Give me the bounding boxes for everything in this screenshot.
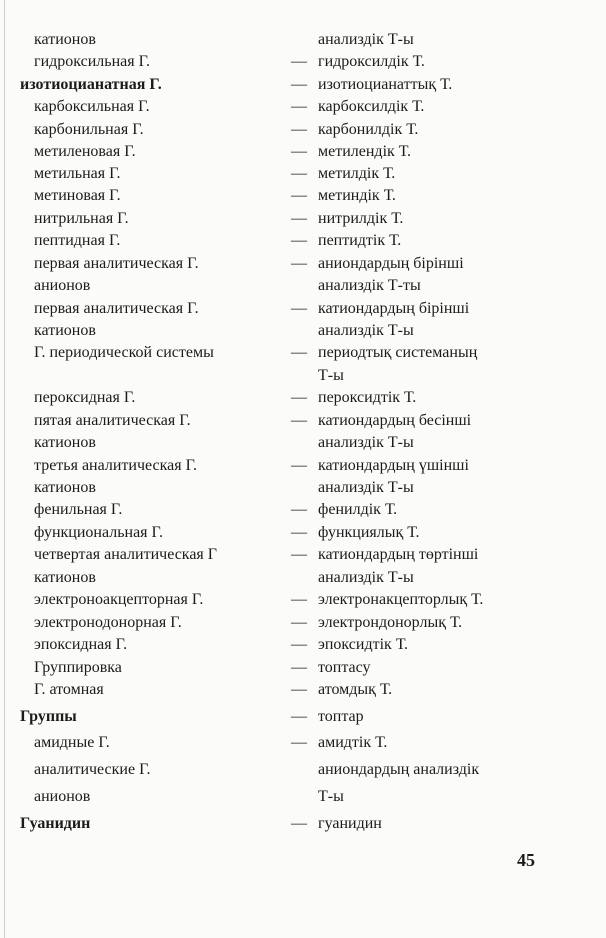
russian-term: карбонильная Г. <box>34 121 144 138</box>
kazakh-term: атомдық Т. <box>318 681 393 698</box>
dash-separator: — <box>291 591 307 608</box>
kazakh-term: Т-ы <box>318 367 344 384</box>
entry-row <box>0 341 606 365</box>
kazakh-term: карбонилдік Т. <box>318 121 419 138</box>
russian-term: Группы <box>20 708 77 725</box>
dash-separator: — <box>291 344 307 361</box>
russian-term: Г. периодической системы <box>34 344 214 361</box>
kazakh-term: фенилдік Т. <box>318 501 398 518</box>
kazakh-term: нитрилдік Т. <box>318 210 404 227</box>
entry-row <box>0 28 606 52</box>
entry-row <box>0 162 606 186</box>
kazakh-term: электронакцепторлық Т. <box>318 591 484 608</box>
entry-row <box>0 521 606 545</box>
entry-row <box>0 633 606 657</box>
dash-separator: — <box>291 210 307 227</box>
dash-separator: — <box>291 546 307 563</box>
russian-term: анионов <box>34 788 91 805</box>
dash-separator: — <box>291 815 307 832</box>
russian-term: эпоксидная Г. <box>34 636 128 653</box>
kazakh-term: гуанидин <box>318 815 382 832</box>
entry-row <box>0 140 606 164</box>
dash-separator: — <box>291 501 307 518</box>
russian-term: амидные Г. <box>34 734 110 751</box>
russian-term: пероксидная Г. <box>34 389 136 406</box>
dash-separator: — <box>291 232 307 249</box>
dash-separator: — <box>291 659 307 676</box>
kazakh-term: Т-ы <box>318 788 344 805</box>
dash-separator: — <box>291 187 307 204</box>
russian-term: метиленовая Г. <box>34 143 136 160</box>
entry-row <box>0 543 606 567</box>
entry-row <box>0 566 606 590</box>
dash-separator: — <box>291 614 307 631</box>
kazakh-term: функциялық Т. <box>318 524 420 541</box>
entry-row <box>0 454 606 478</box>
kazakh-term: карбоксилдік Т. <box>318 98 425 115</box>
russian-term: Гуанидин <box>20 815 91 832</box>
kazakh-term: гидроксилдік Т. <box>318 53 425 70</box>
kazakh-term: анализдік Т-ты <box>318 277 421 294</box>
entry-row <box>0 476 606 500</box>
entry-row <box>0 364 606 388</box>
dash-separator: — <box>291 389 307 406</box>
entry-row <box>0 118 606 142</box>
entry-row <box>0 705 606 729</box>
dash-separator: — <box>291 412 307 429</box>
kazakh-term: амидтік Т. <box>318 734 388 751</box>
russian-term: пятая аналитическая Г. <box>34 412 191 429</box>
russian-term: изотиоцианатная Г. <box>20 76 162 93</box>
kazakh-term: катиондардың бесінші <box>318 412 472 429</box>
dash-separator: — <box>291 524 307 541</box>
kazakh-term: периодтық системаның <box>318 344 478 361</box>
kazakh-term: топтар <box>318 708 364 725</box>
kazakh-term: метиндік Т. <box>318 187 396 204</box>
kazakh-term: катиондардың үшінші <box>318 457 469 474</box>
dash-separator: — <box>291 636 307 653</box>
kazakh-term: анализдік Т-ы <box>318 569 414 586</box>
kazakh-term: анализдік Т-ы <box>318 479 414 496</box>
kazakh-term: метилендік Т. <box>318 143 411 160</box>
kazakh-term: анализдік Т-ы <box>318 31 414 48</box>
entry-row <box>0 73 606 97</box>
russian-term: нитрильная Г. <box>34 210 129 227</box>
russian-term: катионов <box>34 434 96 451</box>
dash-separator: — <box>291 708 307 725</box>
kazakh-term: пероксидтік Т. <box>318 389 417 406</box>
kazakh-term: анализдік Т-ы <box>318 434 414 451</box>
dash-separator: — <box>291 121 307 138</box>
dash-separator: — <box>291 165 307 182</box>
kazakh-term: аниондардың анализдік <box>318 761 480 778</box>
entry-row <box>0 229 606 253</box>
dash-separator: — <box>291 53 307 70</box>
entry-row <box>0 207 606 231</box>
russian-term: анионов <box>34 277 91 294</box>
entry-row <box>0 319 606 343</box>
entry-row <box>0 184 606 208</box>
russian-term: первая аналитическая Г. <box>34 255 199 272</box>
entry-row <box>0 656 606 680</box>
russian-term: аналитические Г. <box>34 761 151 778</box>
kazakh-term: топтасу <box>318 659 371 676</box>
dash-separator: — <box>291 255 307 272</box>
entry-row <box>0 431 606 455</box>
entry-row <box>0 611 606 635</box>
russian-term: пептидная Г. <box>34 232 121 249</box>
kazakh-term: анализдік Т-ы <box>318 322 414 339</box>
russian-term: метиновая Г. <box>34 187 121 204</box>
dash-separator: — <box>291 734 307 751</box>
entry-row <box>0 50 606 74</box>
russian-term: фенильная Г. <box>34 501 123 518</box>
entry-row <box>0 252 606 276</box>
kazakh-term: пептидтік Т. <box>318 232 402 249</box>
russian-term: катионов <box>34 479 96 496</box>
dash-separator: — <box>291 143 307 160</box>
dash-separator: — <box>291 98 307 115</box>
russian-term: функциональная Г. <box>34 524 163 541</box>
russian-term: четвертая аналитическая Г <box>34 546 218 563</box>
russian-term: катионов <box>34 569 96 586</box>
russian-term: электроноакцепторная Г. <box>34 591 204 608</box>
entry-row <box>0 758 606 782</box>
russian-term: Группировка <box>34 659 122 676</box>
dash-separator: — <box>291 457 307 474</box>
kazakh-term: электрондонорлық Т. <box>318 614 463 631</box>
kazakh-term: изотиоцианаттық Т. <box>318 76 453 93</box>
russian-term: катионов <box>34 322 96 339</box>
russian-term: третья аналитическая Г. <box>34 457 198 474</box>
russian-term: электронодонорная Г. <box>34 614 182 631</box>
kazakh-term: эпоксидтік Т. <box>318 636 408 653</box>
kazakh-term: метилдік Т. <box>318 165 396 182</box>
kazakh-term: катиондардың төртінші <box>318 546 479 563</box>
russian-term: первая аналитическая Г. <box>34 300 199 317</box>
entry-row <box>0 409 606 433</box>
page-number: 45 <box>517 850 535 870</box>
entry-row <box>0 785 606 809</box>
russian-term: Г. атомная <box>34 681 104 698</box>
entry-row <box>0 498 606 522</box>
entry-row <box>0 274 606 298</box>
russian-term: карбоксильная Г. <box>34 98 150 115</box>
dash-separator: — <box>291 681 307 698</box>
entry-row <box>0 386 606 410</box>
entry-row <box>0 731 606 755</box>
russian-term: гидроксильная Г. <box>34 53 151 70</box>
entry-row <box>0 588 606 612</box>
russian-term: метильная Г. <box>34 165 121 182</box>
dash-separator: — <box>291 76 307 93</box>
entry-row <box>0 95 606 119</box>
entry-row <box>0 812 606 836</box>
kazakh-term: катиондардың бірінші <box>318 300 470 317</box>
entry-row <box>0 297 606 321</box>
dash-separator: — <box>291 300 307 317</box>
entry-row <box>0 678 606 702</box>
kazakh-term: аниондардың бірінші <box>318 255 464 272</box>
russian-term: катионов <box>34 31 96 48</box>
